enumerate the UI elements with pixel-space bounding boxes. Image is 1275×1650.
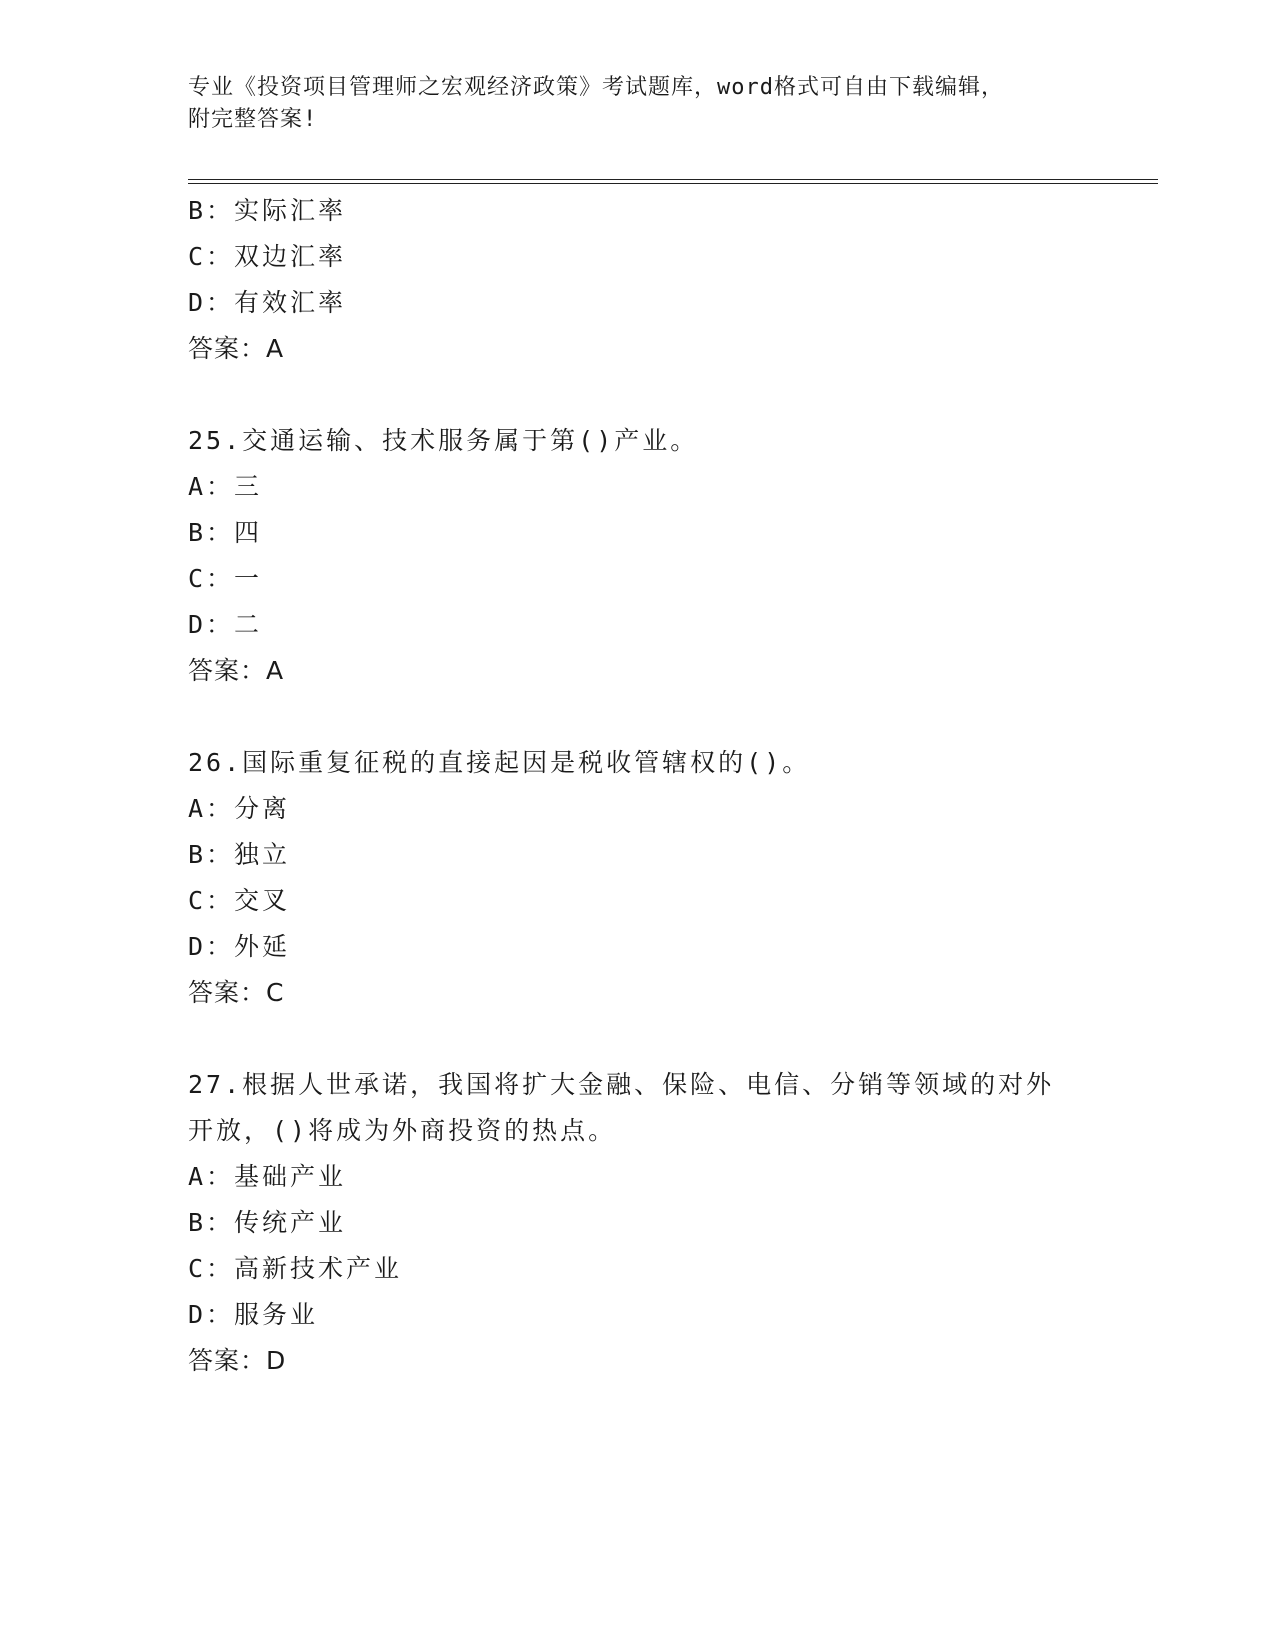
option-c: C：一 — [188, 564, 263, 593]
option-d: D：二 — [188, 610, 263, 639]
question-text: 25.交通运输、技术服务属于第()产业。 — [188, 426, 699, 455]
option-b: B：实际汇率 — [188, 196, 347, 225]
answer-line: 答案：C — [188, 978, 285, 1007]
option-a: A：基础产业 — [188, 1162, 347, 1191]
option-d: D：外延 — [188, 932, 291, 961]
option-b: B：传统产业 — [188, 1208, 347, 1237]
option-c: C：高新技术产业 — [188, 1254, 403, 1283]
question-text-line-1: 27.根据人世承诺，我国将扩大金融、保险、电信、分销等领域的对外 — [188, 1070, 1055, 1099]
header-line-1: 专业《投资项目管理师之宏观经济政策》考试题库，word格式可自由下载编辑， — [188, 75, 1004, 100]
question-list — [188, 188, 1088, 1384]
answer-line: 答案：D — [188, 1346, 287, 1375]
answer-line: 答案：A — [188, 656, 285, 685]
question-27 — [188, 1062, 1088, 1384]
option-c: C：双边汇率 — [188, 242, 347, 271]
option-b: B：独立 — [188, 840, 291, 869]
question-text: 26.国际重复征税的直接起因是税收管辖权的()。 — [188, 748, 811, 777]
option-d: D：服务业 — [188, 1300, 319, 1329]
option-b: B：四 — [188, 518, 263, 547]
option-d: D：有效汇率 — [188, 288, 347, 317]
header-divider — [188, 179, 1158, 184]
question-26 — [188, 740, 1088, 1016]
question-25 — [188, 418, 1088, 694]
header-line-2: 附完整答案! — [188, 107, 318, 132]
option-c: C：交叉 — [188, 886, 291, 915]
option-a: A：分离 — [188, 794, 291, 823]
option-a: A：三 — [188, 472, 263, 501]
answer-line: 答案：A — [188, 334, 285, 363]
document-header — [188, 72, 1088, 136]
question-text-line-2: 开放，()将成为外商投资的热点。 — [188, 1116, 617, 1145]
partial-question — [188, 188, 1088, 372]
